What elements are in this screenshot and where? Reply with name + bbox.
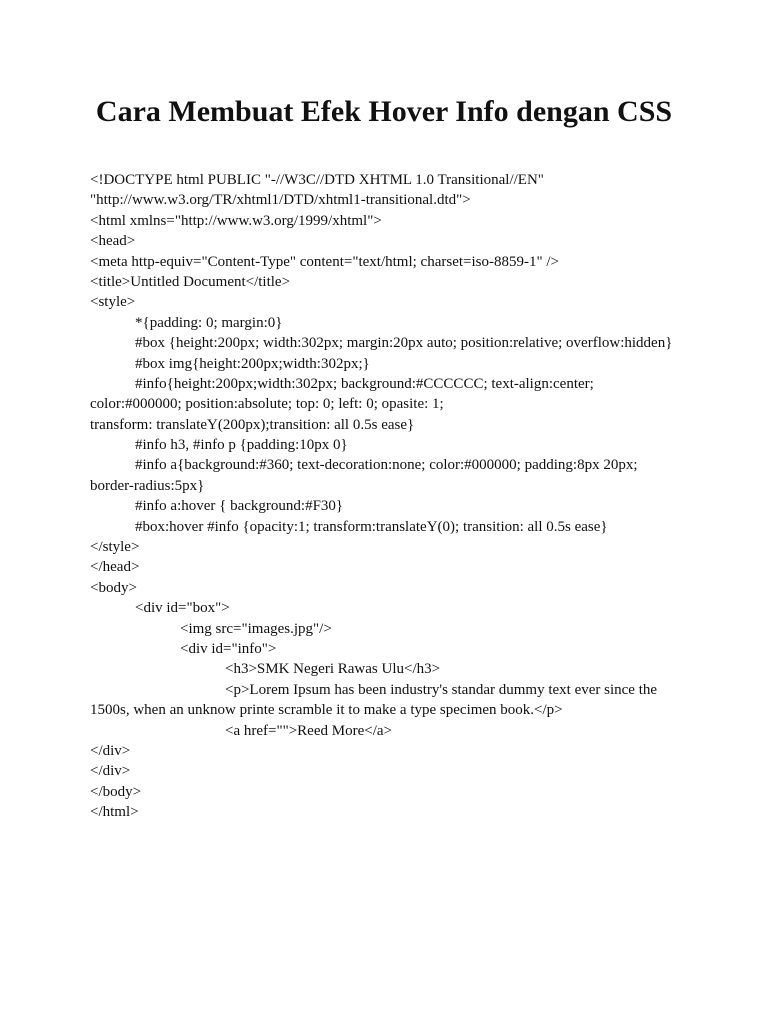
code-line: <img src="images.jpg"/> bbox=[180, 620, 332, 637]
code-line: <div id="info"> bbox=[180, 640, 277, 657]
document-title: Cara Membuat Efek Hover Info dengan CSS bbox=[95, 95, 673, 128]
code-line: <html xmlns="http://www.w3.org/1999/xhtml"> bbox=[90, 212, 382, 229]
code-line: </head> bbox=[90, 559, 140, 576]
code-line: #box {height:200px; width:302px; margin:20px auto; position:relative; overflow:hidden} bbox=[135, 335, 673, 352]
code-line: <body> bbox=[90, 579, 137, 596]
code-line: *{padding: 0; margin:0} bbox=[135, 314, 283, 331]
code-line: </div> bbox=[90, 742, 131, 759]
code-listing bbox=[90, 170, 690, 823]
code-line: #info a{background:#360; text-decoration:none; color:#000000; padding:8px 20px; bbox=[135, 457, 638, 474]
code-line: color:#000000; position:absolute; top: 0; left: 0; opasite: 1; bbox=[90, 396, 444, 413]
code-line: <style> bbox=[90, 294, 136, 311]
code-line: #box img{height:200px;width:302px;} bbox=[135, 355, 370, 372]
code-line: <a href="">Reed More</a> bbox=[225, 722, 392, 739]
code-line: </style> bbox=[90, 539, 140, 556]
code-line: <head> bbox=[90, 233, 136, 250]
code-line: #info{height:200px;width:302px; background:#CCCCCC; text-align:center; bbox=[135, 375, 594, 392]
code-line: "http://www.w3.org/TR/xhtml1/DTD/xhtml1-transitional.dtd"> bbox=[90, 192, 471, 209]
code-line: <div id="box"> bbox=[135, 600, 230, 617]
code-line: #info a:hover { background:#F30} bbox=[135, 498, 344, 515]
code-line: </html> bbox=[90, 804, 139, 821]
code-line: border-radius:5px} bbox=[90, 477, 205, 494]
code-line: <p>Lorem Ipsum has been industry's standar dummy text ever since the bbox=[225, 681, 658, 698]
code-line: transform: translateY(200px);transition: all 0.5s ease} bbox=[90, 416, 415, 433]
code-line: 1500s, when an unknow printe scramble it to make a type specimen book.</p> bbox=[90, 702, 563, 719]
code-line: </body> bbox=[90, 783, 142, 800]
code-line: #box:hover #info {opacity:1; transform:translateY(0); transition: all 0.5s ease} bbox=[135, 518, 608, 535]
code-line: <!DOCTYPE html PUBLIC "-//W3C//DTD XHTML 1.0 Transitional//EN" bbox=[90, 172, 544, 188]
code-line: </div> bbox=[90, 763, 131, 780]
code-line: <meta http-equiv="Content-Type" content="text/html; charset=iso-8859-1" /> bbox=[90, 253, 559, 270]
code-line: <h3>SMK Negeri Rawas Ulu</h3> bbox=[225, 661, 441, 678]
code-line: #info h3, #info p {padding:10px 0} bbox=[135, 437, 348, 454]
code-line: <title>Untitled Document</title> bbox=[90, 273, 291, 290]
